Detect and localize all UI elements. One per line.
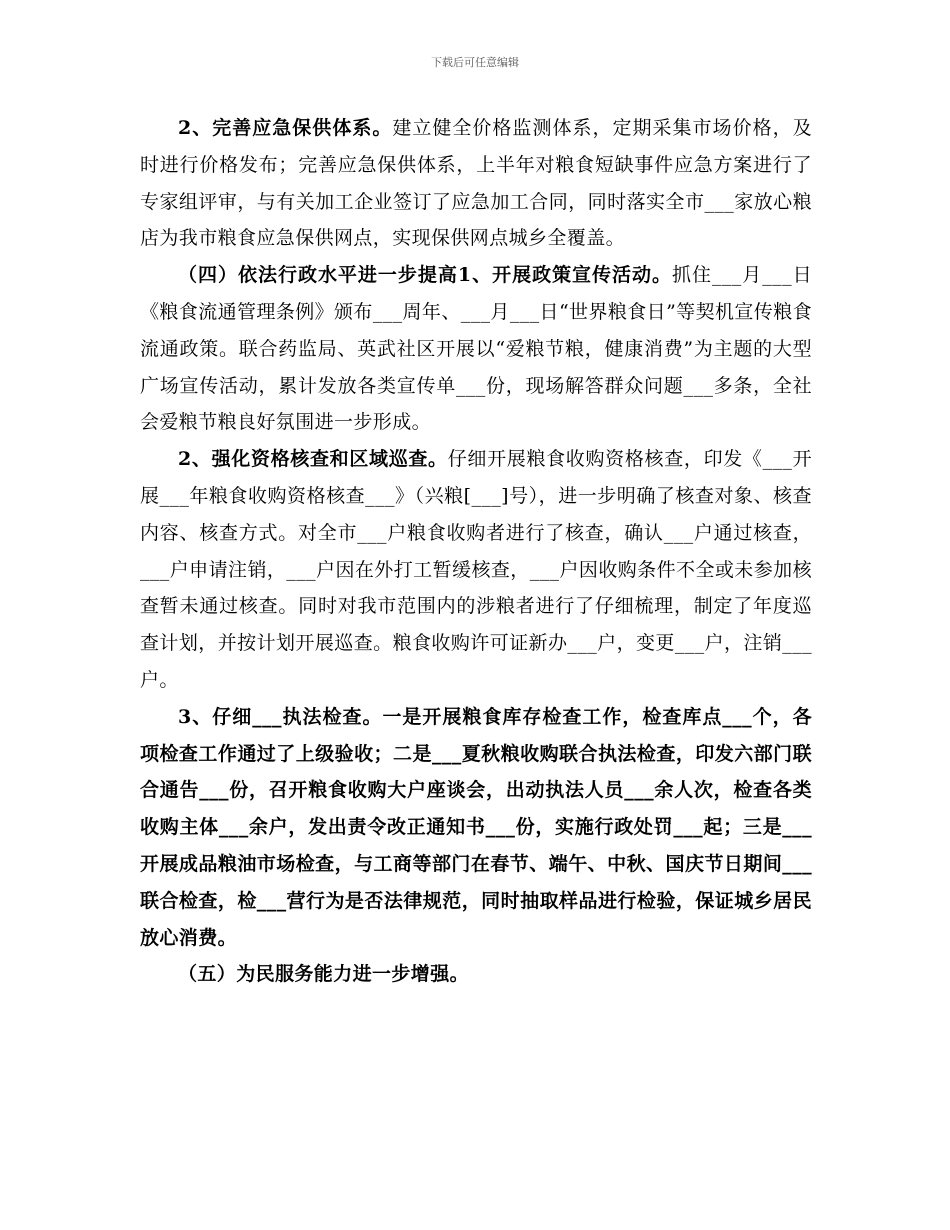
paragraph-heading: （五）为民服务能力进一步增强。 <box>178 963 470 986</box>
section-heading-4: （四）依法行政水平进一步提高1、开展政策宣传活动。 <box>178 264 673 287</box>
paragraph-text: 抓住___月___日《粮食流通管理条例》颁布___周年、___月___日“世界粮食日”等契机宣传粮食流通政策。联合药监局、英武社区开展以“爱粮节粮，健康消费”为主题的大型广场宣传活动，累计发放各类宣传单___份，现场解答群众问题___多条，全社会爱粮节粮良好氛围进一步形成。 <box>140 264 812 434</box>
paragraph-heading: 2、强化资格核查和区域巡查。 <box>178 448 448 471</box>
paragraph-policy-promotion <box>140 257 812 441</box>
paragraph-text: 仔细开展粮食收购资格核查，印发《___开展___年粮食收购资格核查___》（兴粮[___]号），进一步明确了核查对象、核查内容、核查方式。对全市___户粮食收购者进行了核查，确认___户通过核查，___户申请注销，___户因在外打工暂缓核查，___户因收购条件不全或未参加核查暂未通过核查。同时对我市范围内的涉粮者进行了仔细梳理，制定了年度巡查计划，并按计划开展巡查。粮食收购许可证新办___户，变更___户，注销___户。 <box>140 448 812 691</box>
document-body <box>140 110 812 993</box>
paragraph-text: 3、仔细___执法检查。一是开展粮食库存检查工作，检查库点___个，各项检查工作通过了上级验收；二是___夏秋粮收购联合执法检查，印发六部门联合通告___份，召开粮食收购大户座谈会，出动执法人员___余人次，检查各类收购主体___余户，发出责令改正通知书___份，实施行政处罚___起；三是___开展成品粮油市场检查，与工商等部门在春节、端午、中秋、国庆节日期间___联合检查，检___营行为是否法律规范，同时抽取样品进行检验，保证城乡居民放心消费。 <box>140 705 812 949</box>
page-header: 下载后可任意编辑 <box>431 56 519 69</box>
paragraph-heading: 2、完善应急保供体系。 <box>178 117 393 139</box>
section-heading-5 <box>140 956 812 993</box>
paragraph-law-enforcement <box>140 699 812 957</box>
paragraph-emergency-supply <box>140 110 812 257</box>
paragraph-qualification-check <box>140 441 812 699</box>
paragraph-text: 建立健全价格监测体系，定期采集市场价格，及时进行价格发布；完善应急保供体系，上半年对粮食短缺事件应急方案进行了专家组评审，与有关加工企业签订了应急加工合同，同时落实全市___家放心粮店为我市粮食应急保供网点，实现保供网点城乡全覆盖。 <box>140 117 812 250</box>
